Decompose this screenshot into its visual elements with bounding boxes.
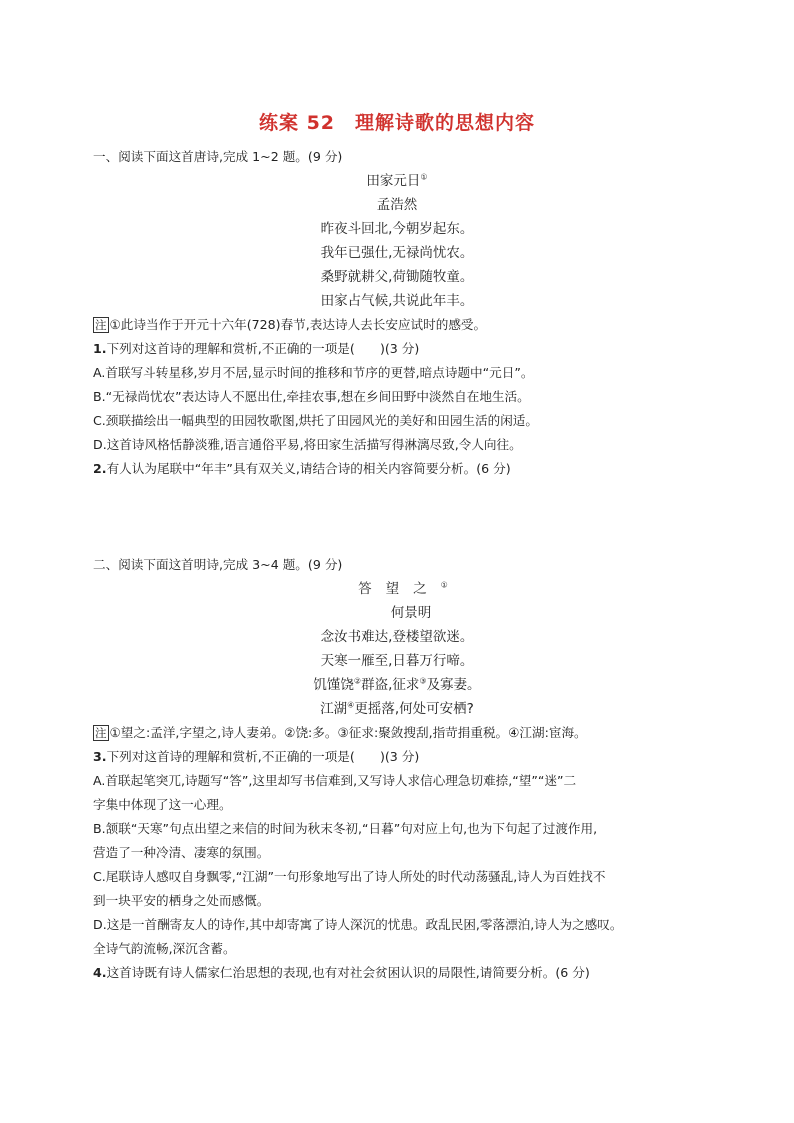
poem1-title-mark: ① (420, 172, 428, 182)
question-4 (93, 964, 713, 982)
q1-option-c: C.颈联描绘出一幅典型的田园牧歌图,烘托了田园风光的美好和田园生活的闲适。 (93, 413, 538, 428)
poem2-note-text: ①望之:孟洋,字望之,诗人妻弟。②饶:多。③征求:聚敛搜刮,指苛捐重税。④江湖:宦海。 (109, 725, 587, 740)
poem2-line-4-b: 更摇落,何处可安栖? (354, 701, 474, 717)
poem1-note-text: ①此诗当作于开元十六年(728)春节,表达诗人去长安应试时的感受。 (109, 317, 487, 332)
q3-option-c-line1: C.尾联诗人感叹自身飘零,“江湖”一句形象地写出了诗人所处的时代动荡骚乱,诗人为百姓找不 (93, 869, 606, 884)
q3-option-b-line2: 营造了一种冷清、凄寒的氛围。 (93, 845, 270, 860)
q3-option-d-line2: 全诗气韵流畅,深沉含蓄。 (93, 941, 236, 956)
note-label-box: 注 (95, 726, 107, 740)
question-2-number: 2. (93, 461, 107, 476)
q1-option-d: D.这首诗风格恬静淡雅,语言通俗平易,将田家生活描写得淋漓尽致,令人向往。 (93, 437, 522, 452)
question-3 (93, 748, 713, 766)
section1-heading: 一、阅读下面这首唐诗,完成 1~2 题。(9 分) (93, 149, 343, 164)
question-1-number: 1. (93, 341, 107, 356)
poem2-line-4 (0, 700, 794, 718)
q1-option-b: B.“无禄尚忧农”表达诗人不愿出仕,牵挂农事,想在乡间田野中淡然自在地生活。 (93, 389, 530, 404)
poem2-line-3-mark-2: ② (353, 676, 362, 686)
poem1-line-3: 桑野就耕父,荷锄随牧童。 (320, 269, 474, 285)
question-4-text: 这首诗既有诗人儒家仁治思想的表现,也有对社会贫困认识的局限性,请简要分析。(6 分) (106, 965, 590, 980)
poem1-title (0, 172, 794, 190)
q1-option-a: A.首联写斗转星移,岁月不居,显示时间的推移和节序的更替,暗点诗题中“元日”。 (93, 365, 534, 380)
question-2 (93, 460, 713, 478)
poem2-author: 何景明 (390, 605, 432, 621)
poem2-line-4-mark-4: ④ (347, 700, 355, 710)
poem1-title-text: 田家元日 (366, 173, 421, 189)
question-4-number: 4. (93, 965, 107, 980)
poem2-title-text: 答望之 (358, 581, 441, 597)
poem1-note (93, 316, 713, 334)
page-title: 练案 52 理解诗歌的思想内容 (258, 112, 536, 134)
section2-heading: 二、阅读下面这首明诗,完成 3~4 题。(9 分) (93, 557, 343, 572)
poem1-line-2: 我年已强仕,无禄尚忧农。 (320, 245, 474, 261)
poem2-line-3-c: 及寡妻。 (426, 677, 481, 693)
q3-option-c-line2: 到一块平安的栖身之处而感慨。 (93, 893, 270, 908)
poem2-note (93, 724, 713, 742)
poem2-line-3-a: 饥馑饶 (313, 677, 354, 693)
poem1-line-1: 昨夜斗回北,今朝岁起东。 (320, 221, 474, 237)
q3-option-b-line1: B.颔联“天寒”句点出望之来信的时间为秋末冬初,“日暮”句对应上句,也为下句起了过渡作用, (93, 821, 598, 836)
poem1-author: 孟浩然 (376, 197, 418, 213)
poem2-line-3-mark-3: ③ (419, 676, 427, 686)
poem2-line-4-a: 江湖 (320, 701, 348, 717)
q3-option-d-line1: D.这是一首酬寄友人的诗作,其中却寄寓了诗人深沉的忧患。政乱民困,零落漂泊,诗人为之感叹。 (93, 917, 623, 932)
question-1-text: 下列对这首诗的理解和赏析,不正确的一项是( )(3 分) (106, 341, 420, 356)
question-1 (93, 340, 713, 358)
poem2-line-3-b: 群盗,征求 (361, 677, 420, 693)
question-3-text: 下列对这首诗的理解和赏析,不正确的一项是( )(3 分) (106, 749, 420, 764)
question-2-text: 有人认为尾联中“年丰”具有双关义,请结合诗的相关内容简要分析。(6 分) (106, 461, 511, 476)
q3-option-a-line1: A.首联起笔突兀,诗题写“答”,这里却写书信难到,又写诗人求信心理急切难捺,“望”“迷”二 (93, 773, 577, 788)
poem2-line-3 (0, 676, 794, 694)
note-label-box: 注 (95, 318, 107, 332)
q3-option-a-line2: 字集中体现了这一心理。 (93, 797, 232, 812)
poem2-title (6, 580, 794, 598)
poem2-title-mark: ① (440, 580, 448, 590)
poem1-line-4: 田家占气候,共说此年丰。 (320, 293, 474, 309)
question-3-number: 3. (93, 749, 107, 764)
poem2-line-2: 天寒一雁至,日暮万行啼。 (320, 653, 474, 669)
poem2-line-1: 念汝书难达,登楼望欲迷。 (320, 629, 474, 645)
